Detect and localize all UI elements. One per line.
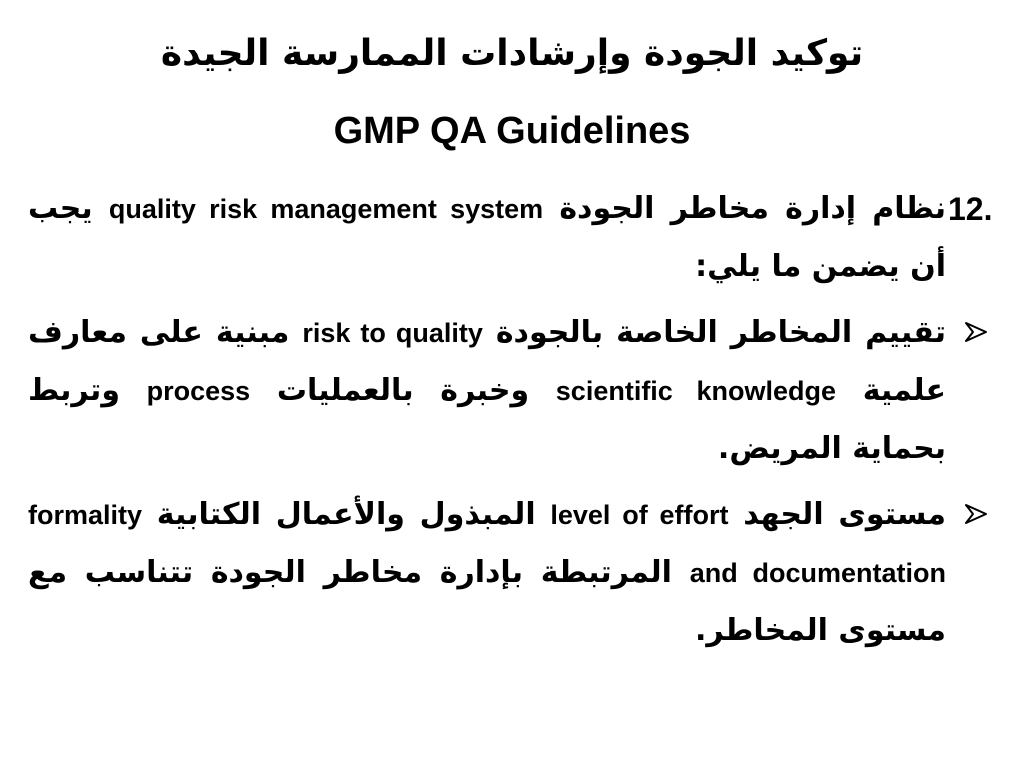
bullet-1-arabic-4: وتربط بحماية المريض. — [28, 373, 946, 466]
item-text-arabic-2: يجب أن يضمن ما يلي: — [28, 191, 946, 284]
slide-title-english: GMP QA Guidelines — [333, 110, 691, 152]
bullet-2-english-1: level of effort — [550, 500, 729, 530]
item-number: 12. — [948, 191, 993, 227]
item-text-arabic-1: نظام إدارة مخاطر الجودة — [559, 191, 946, 226]
bullet-1-arabic-2: مبنية على معارف علمية — [28, 315, 947, 408]
bullet-1-arabic-1: تقييم المخاطر الخاصة بالجودة — [495, 315, 946, 350]
bullet-1-english-2: scientific knowledge — [555, 376, 837, 406]
slide-title-arabic: توكيد الجودة وإرشادات الممارسة الجيدة — [160, 33, 864, 74]
bullet-1-text — [28, 304, 946, 478]
arrow-bullet-icon — [964, 320, 988, 344]
bullet-1-english-3: process — [146, 376, 251, 406]
item-text — [28, 180, 946, 296]
bullet-2-arabic-1: مستوى الجهد — [743, 497, 947, 532]
bullet-1-arabic-3: وخبرة بالعمليات — [276, 373, 530, 408]
bullet-2-arabic-3: المرتبطة بإدارة مخاطر الجودة تتناسب مع مستوى المخاطر. — [28, 555, 946, 648]
bullet-item-1 — [28, 304, 1018, 478]
item-text-english-1: quality risk management system — [108, 194, 544, 224]
bullet-1-english-1: risk to quality — [302, 318, 483, 348]
slide-body — [28, 180, 1018, 740]
arrow-bullet-icon — [964, 502, 988, 526]
bullet-item-2 — [28, 486, 1018, 660]
bullet-2-arabic-2: المبذول والأعمال الكتابية — [156, 497, 536, 532]
bullet-2-english-2: formality and documentation — [28, 500, 946, 588]
bullet-2-text — [28, 486, 946, 660]
numbered-item-12 — [28, 180, 1018, 296]
